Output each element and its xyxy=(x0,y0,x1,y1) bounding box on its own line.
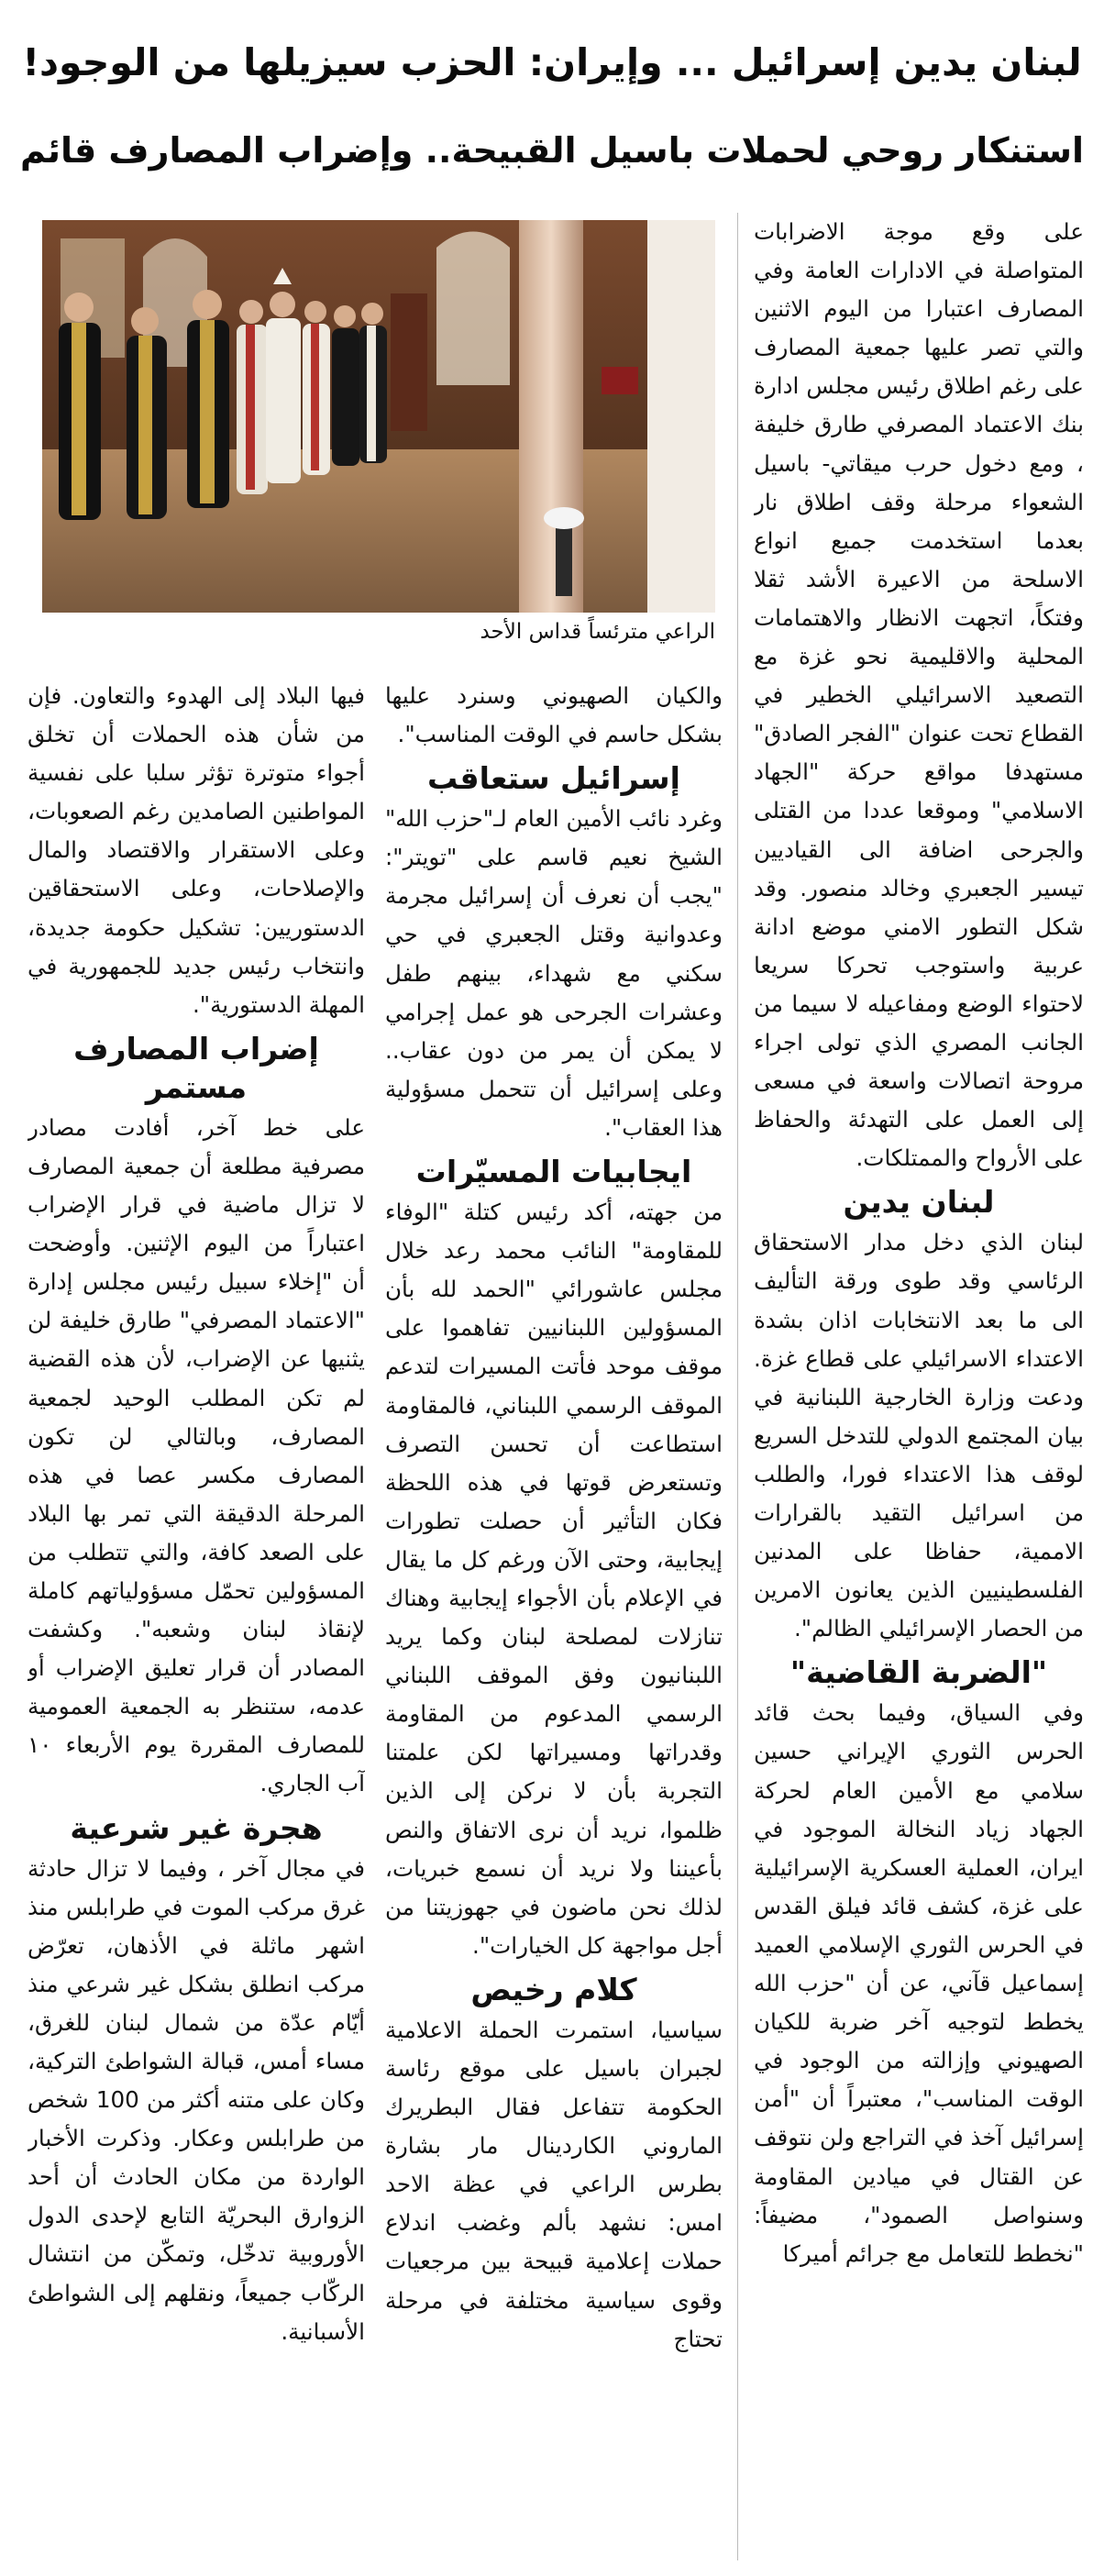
article-column-3 xyxy=(28,677,365,2566)
subheading: "الضربة القاضية" xyxy=(789,1654,1048,1691)
subheading: لبنان يدين xyxy=(843,1184,995,1221)
article-paragraph: في مجال آخر ، وفيما لا تزال حادثة غرق مركب الموت في طرابلس منذ اشهر ماثلة في الأذهان، تعرّض مركب انطلق بشكل غير شرعي منذ أيّام عدّة من شمال لبنان للغرق، مساء أمس، قبالة الشواطئ التركية، وكان على متنه أكثر من 100 شخص من طرابلس وعكار. وذكرت الأخبار الواردة من مكان الحادث أن أحد الزوارق البحريّة التابع لإحدى الدول الأوروبية تدخّل، وتمكّن من انتشال الركّاب جميعاً، ونقلهم إلى الشواطئ الأسبانية. xyxy=(28,1854,365,2345)
headline-line-1: لبنان يدين إسرائيل ... وإيران: الحزب سيزيلها من الوجود! xyxy=(22,40,1082,84)
news-photo xyxy=(42,220,715,613)
subheading: ايجابيات المسيّرات xyxy=(415,1154,692,1190)
article-paragraph: على وقع موجة الاضرابات المتواصلة في الادارات العامة وفي المصارف اعتبارا من اليوم الاثنين والتي تصر عليها جمعية المصارف على رغم اطلاق رئيس مجلس ادارة بنك الاعتماد المصرفي طارق خليفة ، ومع دخول حرب ميقاتي- باسيل الشعواء مرحلة وقف اطلاق نار بعدما استخدمت جميع انواع الاسلحة من الاعيرة الأشد ثقلا وفتكاً، اتجهت الانظار والاهتمامات المحلية والاقليمية نحو غزة مع التصعيد الاسرائيلي الخطير في القطاع تحت عنوان "الفجر الصادق" مستهدفا مواقع حركة "الجهاد الاسلامي" وموقعا عددا من القتلى والجرحى اضافة الى القياديين تيسير الجعبري وخالد منصور. وقد شكل التطور الامني موضع ادانة عربية واستوجب تحركا سريعا لاحتواء الوضع ومفاعيله لا سيما من الجانب المصري الذي تولى اجراء مروحة اتصالات واسعة في مسعى إلى العمل على التهدئة والحفاظ على الأرواح والممتلكات. xyxy=(754,218,1084,1172)
article-column-2 xyxy=(385,677,723,2566)
subheading: كلام رخيص xyxy=(470,1971,637,2007)
article-paragraph: فيها البلاد إلى الهدوء والتعاون. فإن من شأن هذه الحملات أن تخلق أجواء متوترة تؤثر سلبا على نفسية المواطنين الصامدين رغم الصعوبات، وعلى الاستقرار والاقتصاد والمال والإصلاحات، وعلى الاستحقاقين الدستوريين: تشكيل حكومة جديدة، وانتخاب رئيس جديد للجمهورية في المهلة الدستورية". xyxy=(28,682,365,1018)
article-paragraph: سياسيا، استمرت الحملة الاعلامية لجبران باسيل على موقع رئاسة الحكومة تتفاعل فقال البطريرك الماروني الكاردينال مار بشارة بطرس الراعي في عظة الاحد امس: نشهد بألم وغضب اندلاع حملات إعلامية قبيحة بين مرجعيات وقوى سياسية مختلفة في مرحلة تحتاج xyxy=(385,2016,723,2352)
article-paragraph: من جهته، أكد رئيس كتلة "الوفاء للمقاومة" النائب محمد رعد خلال مجلس عاشورائي "الحمد لله بأن المسؤولين اللبنانيين تفاهموا على موقف موحد فأتت المسيرات لتدعم الموقف الرسمي اللبناني، فالمقاومة استطاعت أن تحسن التصرف وتستعرض قوتها في هذه اللحظة فكان التأثير أن حصلت تطورات إيجابية، وحتى الآن ورغم كل ما يقال في الإعلام بأن الأجواء إيجابية وهناك تنازلات لمصلحة لبنان وكما يريد اللبنانيون وفق الموقف اللبناني الرسمي المدعوم من المقاومة وقدراتها ومسيراتها لكن علمتنا التجربة بأن لا نركن إلى الذين ظلموا، نريد أن نرى الاتفاق والنص بأعيننا ولا نريد أن نسمع خبريات، لذلك نحن ماضون في جهوزيتنا من أجل مواجهة كل الخيارات". xyxy=(385,1199,723,1959)
article-paragraph: والكيان الصهيوني وسنرد عليها بشكل حاسم في الوقت المناسب". xyxy=(385,682,723,748)
subheading: هجرة غير شرعية xyxy=(70,1809,323,1846)
article-paragraph: وغرد نائب الأمين العام لـ"حزب الله" الشيخ نعيم قاسم على "تويتر": "يجب أن نعرف أن إسرائيل مجرمة وعدوانية وقتل الجعبري في حي سكني مع شهداء، بينهم طفل وعشرات الجرحى هو عمل إجرامي لا يمكن أن يمر من دون عقاب.. وعلى إسرائيل أن تتحمل مسؤولية هذا العقاب". xyxy=(385,805,723,1141)
subheading: إضراب المصارف مستمر xyxy=(73,1030,319,1105)
column-divider xyxy=(737,213,738,2560)
photo-caption: الراعي مترئساً قداس الأحد xyxy=(480,620,715,644)
article-column-1 xyxy=(754,213,1084,2560)
article-paragraph: لبنان الذي دخل مدار الاستحقاق الرئاسي وقد طوى ورقة التأليف الى ما بعد الانتخابات اذان بشدة الاعتداء الاسرائيلي على قطاع غزة. ودعت وزارة الخارجية اللبنانية في بيان المجتمع الدولي للتدخل السريع لوقف هذا الاعتداء فورا، والطلب من اسرائيل التقيد بالقرارات الاممية، حفاظا على المدنين الفلسطينيين الذين يعانون الامرين من الحصار الإسرائيلي الظالم". xyxy=(754,1229,1084,1642)
article-paragraph: وفي السياق، وفيما بحث قائد الحرس الثوري الإيراني حسين سلامي مع الأمين العام لحركة الجهاد زياد النخالة الموجود في ايران، العملية العسكرية الإسرائيلية على غزة، كشف قائد فيلق القدس في الحرس الثوري الإسلامي العميد إسماعيل قآني، عن أن "حزب الله يخطط لتوجيه آخر ضربة للكيان الصهيوني وإزالته من الوجود في الوقت المناسب"، معتبراً أن "أمن إسرائيل آخذ في التراجع ولن نتوقف عن القتال في ميادين المقاومة وسنواصل الصمود"، مضيفاً: "نخطط للتعامل مع جرائم أميركا xyxy=(754,1699,1084,2267)
headline-line-2: استنكار روحي لحملات باسيل القبيحة.. وإضراب المصارف قائم xyxy=(19,130,1084,171)
subheading: إسرائيل ستعاقب xyxy=(427,760,680,797)
article-paragraph: على خط آخر، أفادت مصادر مصرفية مطلعة أن جمعية المصارف لا تزال ماضية في قرار الإضراب اعتباراً من اليوم الإثنين. وأوضحت أن "إخلاء سبيل رئيس مجلس إدارة "الاعتماد المصرفي" طارق خليفة لن يثنيها عن الإضراب، لأن هذه القضية لم تكن المطلب الوحيد لجمعية المصارف، وبالتالي لن تكون المصارف مكسر عصا في هذه المرحلة الدقيقة التي تمر بها البلاد على الصعد كافة، والتي تتطلب من المسؤولين تحمّل مسؤولياتهم كاملة لإنقاذ لبنان وشعبه". وكشفت المصادر أن قرار تعليق الإضراب أو عدمه، ستنظر به الجمعية العمومية للمصارف المقررة يوم الأربعاء ١٠ آب الجاري. xyxy=(28,1113,365,1797)
